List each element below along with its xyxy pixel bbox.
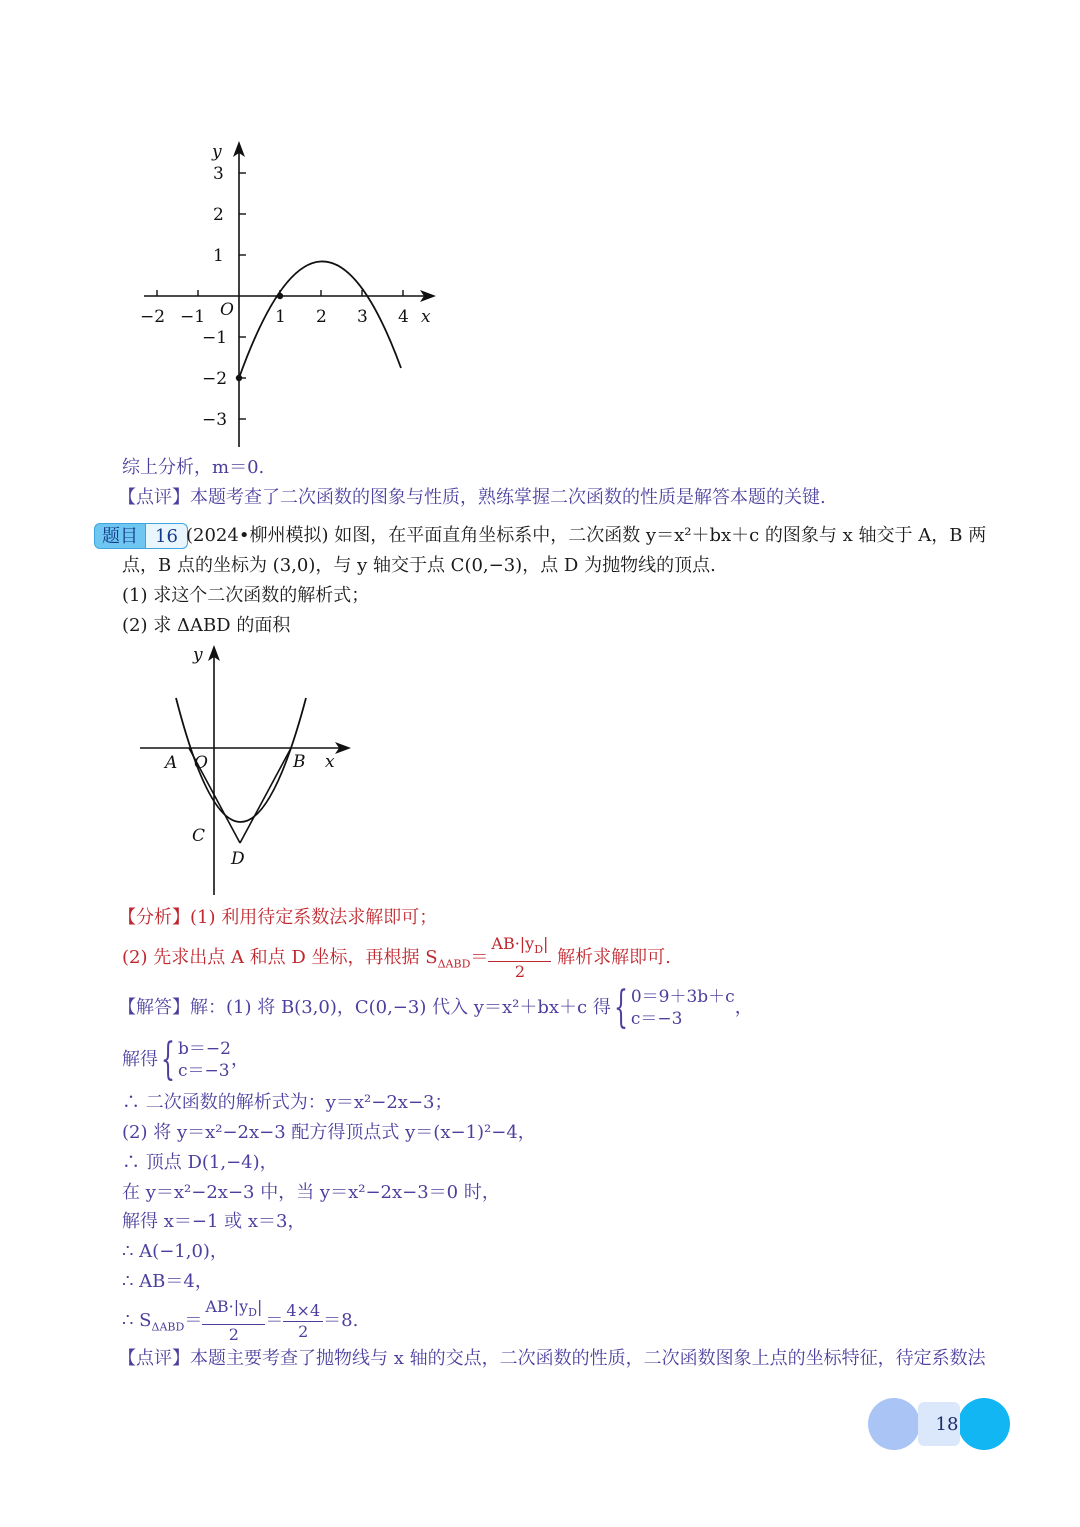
question-2: (2) 求 ΔABD 的面积 [122, 615, 291, 636]
x-tick-3: 3 [357, 307, 368, 327]
point-1-0 [277, 293, 283, 299]
problem-tag [94, 523, 188, 549]
analysis-line-2 [122, 933, 671, 990]
solution-line-4: (2) 将 y＝x²−2x−3 配方得顶点式 y＝(x−1)²−4， [122, 1122, 536, 1143]
label-O: O [194, 753, 208, 773]
problem-stem-2: 点，B 点的坐标为 (3,0)，与 y 轴交于点 C(0,−3)，点 D 为抛物线的顶点. [122, 555, 716, 576]
label-B: B [293, 752, 306, 772]
question-1: (1) 求这个二次函数的解析式； [122, 585, 370, 606]
label-D: D [231, 849, 245, 869]
solution-line-1-tail: ， [734, 997, 753, 1018]
equals: ＝ [470, 947, 489, 968]
fraction-numerator: AB·|y [491, 934, 535, 954]
solution-line-1-text: 【解答】解：(1) 将 B(3,0)，C(0,−3) 代入 y＝x²＋bx＋c 得 [118, 997, 611, 1018]
system-brace: { [613, 982, 628, 1033]
system-2-eq2: c＝−3 [178, 1061, 230, 1081]
graph-1 [130, 135, 450, 455]
solution-line-5: ∴ 顶点 D(1,−4)， [122, 1152, 278, 1173]
x-label: x [421, 307, 431, 327]
numerator-bar: | [543, 934, 549, 954]
system-brace: { [161, 1034, 175, 1085]
prev-comment: 【点评】本题考查了二次函数的图象与性质，熟练掌握二次函数的性质是解答本题的关键. [118, 487, 826, 508]
equals-2: ＝ [265, 1310, 284, 1331]
fraction-denominator: 2 [514, 961, 525, 981]
x-tick-4: 4 [398, 307, 409, 327]
solution-line-2 [122, 1035, 249, 1085]
equals: ＝ [184, 1310, 203, 1331]
origin-label: O [220, 300, 234, 320]
solution-line-10-text: ∴ S [122, 1310, 152, 1331]
fraction-2-numerator: 4×4 [283, 1301, 323, 1322]
fraction-1-numerator: AB·|y [205, 1297, 249, 1317]
label-A: A [165, 753, 178, 773]
problem-stem-1: (2024•柳州模拟) 如图，在平面直角坐标系中，二次函数 y＝x²＋bx＋c 的图象与 x 轴交于 A，B 两 [186, 525, 987, 546]
solution-line-2-text: 解得 [122, 1049, 158, 1070]
y-label: y [212, 142, 222, 162]
area-fraction [488, 934, 551, 981]
analysis-line-2-tail: 解析求解即可. [551, 947, 671, 968]
problem-tag-label: 题目 [94, 523, 146, 549]
system-1 [631, 986, 735, 1030]
system-2 [178, 1038, 231, 1082]
fraction-2-denominator: 2 [298, 1321, 309, 1341]
x-tick-1: 1 [275, 307, 286, 327]
problem-number: 16 [146, 523, 188, 549]
point-0-neg2 [236, 375, 242, 381]
area-subscript: ΔABD [151, 1320, 185, 1334]
solution-line-3: ∴ 二次函数的解析式为：y＝x²−2x−3； [122, 1092, 453, 1113]
graph-2 [135, 640, 365, 900]
y-tick-neg3: −3 [202, 410, 228, 430]
system-2-eq1: b＝−2 [178, 1039, 231, 1059]
page-number-badge [864, 1396, 1028, 1456]
summary-text: 综上分析，m＝0. [122, 457, 265, 478]
solution-comment: 【点评】本题主要考查了抛物线与 x 轴的交点，二次函数的性质，二次函数图象上点的坐标特征，待定系数法 [118, 1348, 986, 1369]
solution-line-9: ∴ AB＝4， [122, 1271, 213, 1292]
x-tick-neg1: −1 [180, 307, 206, 327]
fraction-1-numerator-bar: | [256, 1297, 263, 1317]
solution-line-6: 在 y＝x²−2x−3 中，当 y＝x²−2x−3＝0 时， [122, 1182, 500, 1203]
analysis-line-2-text: (2) 先求出点 A 和点 D 坐标，再根据 S [122, 947, 438, 968]
area-fraction-1 [202, 1297, 265, 1344]
label-C: C [192, 826, 206, 846]
x-tick-2: 2 [316, 307, 327, 327]
solution-line-7: 解得 x＝−1 或 x＝3， [122, 1211, 306, 1232]
y-label: y [193, 645, 203, 665]
analysis-line-1: 【分析】(1) 利用待定系数法求解即可； [118, 907, 438, 928]
y-tick-1: 1 [213, 246, 224, 266]
system-1-eq1: 0＝9＋3b＋c [630, 987, 735, 1007]
fraction-1-denominator: 2 [228, 1324, 239, 1344]
x-label: x [325, 752, 335, 772]
area-fraction-2 [283, 1301, 323, 1342]
y-tick-2: 2 [213, 205, 224, 225]
fraction-1-numerator-subscript: D [248, 1306, 257, 1320]
badge-right-circle [958, 1398, 1010, 1450]
area-subscript: ΔABD [437, 957, 471, 971]
solution-result: ＝8. [323, 1310, 359, 1331]
badge-left-circle [868, 1398, 920, 1450]
y-tick-neg2: −2 [202, 369, 228, 389]
solution-line-10 [122, 1296, 358, 1353]
y-tick-neg1: −1 [202, 328, 228, 348]
segment-DB [240, 748, 291, 843]
solution-line-2-tail: ， [230, 1049, 249, 1070]
x-tick-neg2: −2 [140, 307, 166, 327]
page-number: 18 [935, 1414, 959, 1435]
solution-line-8: ∴ A(−1,0)， [122, 1241, 228, 1262]
system-1-eq2: c＝−3 [630, 1009, 683, 1029]
solution-line-1 [118, 983, 753, 1033]
numerator-subscript: D [534, 943, 544, 957]
y-tick-3: 3 [213, 164, 224, 184]
